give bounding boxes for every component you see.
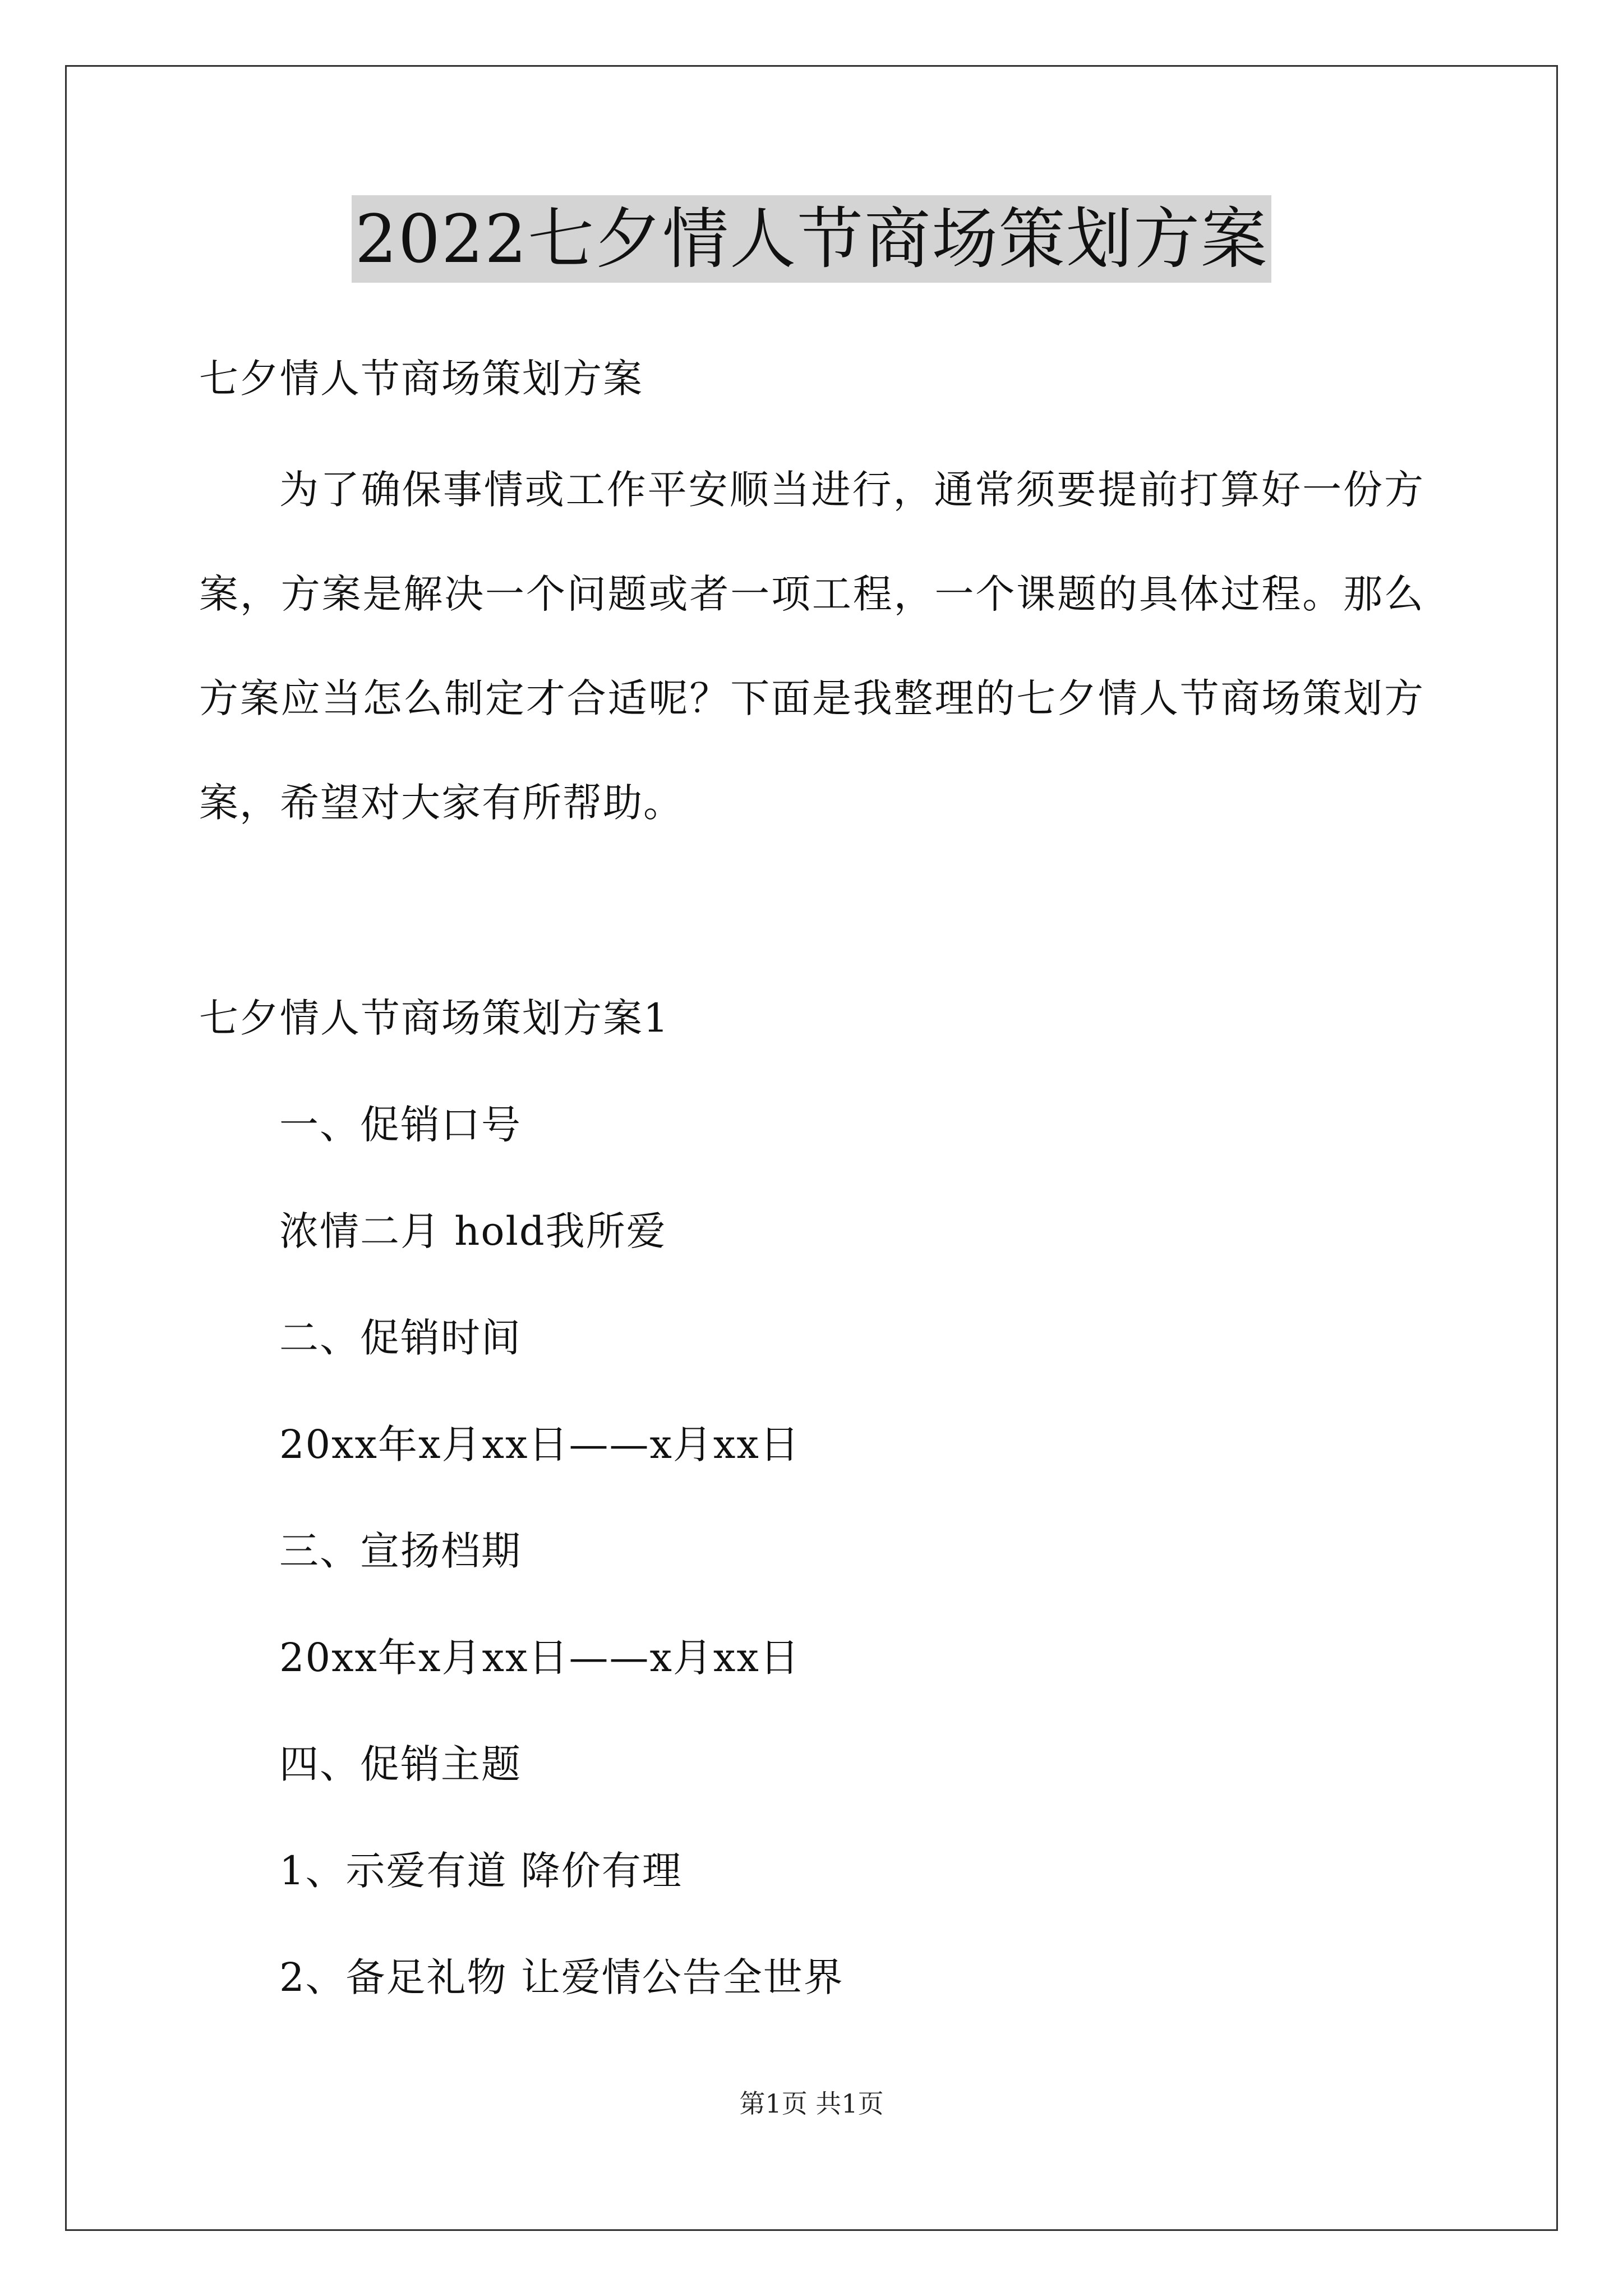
theme-item-1: 1、示爱有道 降价有理: [279, 1848, 683, 1894]
section-title: 七夕情人节商场策划方案1: [199, 995, 670, 1041]
document-subtitle: 七夕情人节商场策划方案: [199, 356, 643, 402]
heading-promo-theme: 四、促销主题: [279, 1741, 522, 1787]
document-title: 2022七夕情人节商场策划方案: [352, 195, 1271, 283]
heading-promo-time: 二、促销时间: [279, 1315, 522, 1361]
theme-item-2: 2、备足礼物 让爱情公告全世界: [279, 1954, 844, 2000]
heading-publicity-period: 三、宣扬档期: [279, 1528, 522, 1574]
page-footer: 第1页 共1页: [739, 2088, 884, 2119]
intro-paragraph: 为了确保事情或工作平安顺当进行，通常须要提前打算好一份方案，方案是解决一个问题或者一项工程，一个课题的具体过程。那么方案应当怎么制定才合适呢？下面是我整理的七夕情人节商场策划方案，希望对大家有所帮助。: [199, 467, 1424, 826]
title-container: [0, 195, 1623, 283]
publicity-period-text: 20xx年x月xx日——x月xx日: [279, 1635, 800, 1681]
promo-time-text: 20xx年x月xx日——x月xx日: [279, 1421, 800, 1467]
slogan-text: 浓情二月 hold我所爱: [279, 1208, 667, 1254]
heading-slogan: 一、促销口号: [279, 1102, 522, 1148]
